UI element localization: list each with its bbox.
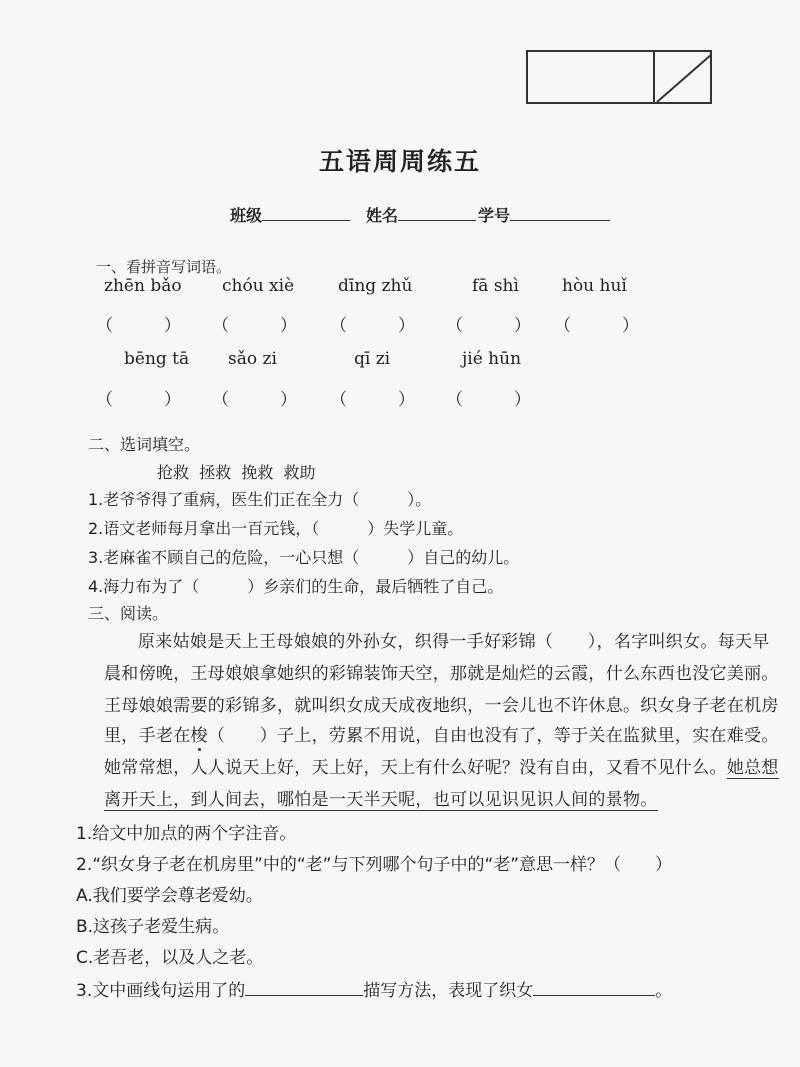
passage-text: （ ）子上，劳累不用说，自由也没有了，等于关在监狱里，实在难受。 [207,726,779,746]
passage-text: 里，手老在 [104,726,191,746]
page-title: 五语周周练五 [318,147,481,176]
answer-paren[interactable]: （ ） [212,390,297,410]
reading-question-2: 2.“织女身子老在机房里”中的“老”与下列哪个句子中的“老”意思一样？（ ） [76,855,673,875]
option-b: B.这孩子老爱生病。 [76,917,230,937]
number-field [478,203,610,226]
fill-question-1: 1.老爷爷得了重病，医生们正在全力（ ）。 [88,490,432,509]
pinyin-item: fā shì [472,276,519,296]
number-label: 学号 [478,206,511,225]
answer-paren[interactable]: （ ） [446,316,531,336]
answer-paren[interactable]: （ ） [446,390,531,410]
reading-passage-line [104,785,658,810]
option-c: C.老吾老，以及人之老。 [76,948,264,968]
section3-heading: 三、阅读。 [88,604,169,623]
question-text: 。 [655,981,673,1001]
answer-paren[interactable]: （ ） [330,316,415,336]
answer-blank[interactable] [245,978,363,996]
section1-heading: 一、看拼音写词语。 [96,258,232,276]
answer-paren[interactable]: （ ） [212,316,297,336]
passage-text: 她常常想，人人说天上好，天上好，天上有什么好呢？没有自由，又看不见什么。 [104,758,727,778]
underlined-sentence: 她总想 [726,758,779,778]
answer-blank[interactable] [533,978,655,996]
class-blank[interactable] [262,203,350,221]
fill-question-2: 2.语文老师每月拿出一百元钱，（ ）失学儿童。 [88,519,464,538]
reading-passage-line [104,721,779,746]
score-box [526,50,712,104]
class-field [230,203,350,226]
reading-passage-line [104,753,779,778]
pinyin-item: qī zi [354,349,391,369]
number-blank[interactable] [510,203,610,221]
pinyin-item: sǎo zi [228,349,277,369]
answer-paren[interactable]: （ ） [330,390,415,410]
pinyin-item: dīng zhǔ [338,276,413,296]
name-field [366,203,476,226]
question-text: 3.文中画线句运用了的 [76,981,246,1001]
name-label: 姓名 [366,206,399,225]
section2-heading: 二、选词填空。 [88,435,201,454]
question-text: 描写方法，表现了织女 [363,981,534,1001]
word-bank: 抢救 拯救 挽救 救助 [157,463,316,482]
option-a: A.我们要学会尊老爱幼。 [76,886,263,906]
reading-passage-line: 晨和傍晚，王母娘娘拿她织的彩锦装饰天空，那就是灿烂的云霞，什么东西也没它美丽。 [104,664,779,684]
reading-passage-line: 王母娘娘需要的彩锦多，就叫织女成天成夜地织，一会儿也不许休息。织女身子老在机房 [104,696,779,716]
name-blank[interactable] [398,203,476,221]
pinyin-item: bēng tā [124,349,190,369]
pinyin-item: chóu xiè [222,276,295,296]
underlined-sentence: 离开天上，到人间去，哪怕是一天半天呢，也可以见识见识人间的景物。 [104,790,658,810]
pinyin-item: zhēn bǎo [104,276,182,296]
pinyin-item: jié hūn [462,349,522,369]
reading-question-1: 1.给文中加点的两个字注音。 [76,824,297,844]
answer-paren[interactable]: （ ） [96,316,181,336]
answer-paren[interactable]: （ ） [554,316,639,336]
pinyin-item: hòu huǐ [562,276,627,296]
score-box-diagonal [655,52,712,102]
answer-paren[interactable]: （ ） [96,390,181,410]
class-label: 班级 [230,206,263,225]
reading-passage-line: 原来姑娘是天上王母娘娘的外孙女，织得一手好彩锦（ ），名字叫织女。每天早 [138,632,770,652]
fill-question-4: 4.海力布为了（ ）乡亲们的生命，最后牺牲了自己。 [88,577,504,596]
fill-question-3: 3.老麻雀不顾自己的危险，一心只想（ ）自己的幼儿。 [88,548,520,567]
dotted-character: 梭 [190,726,208,746]
reading-question-3 [76,976,672,1001]
